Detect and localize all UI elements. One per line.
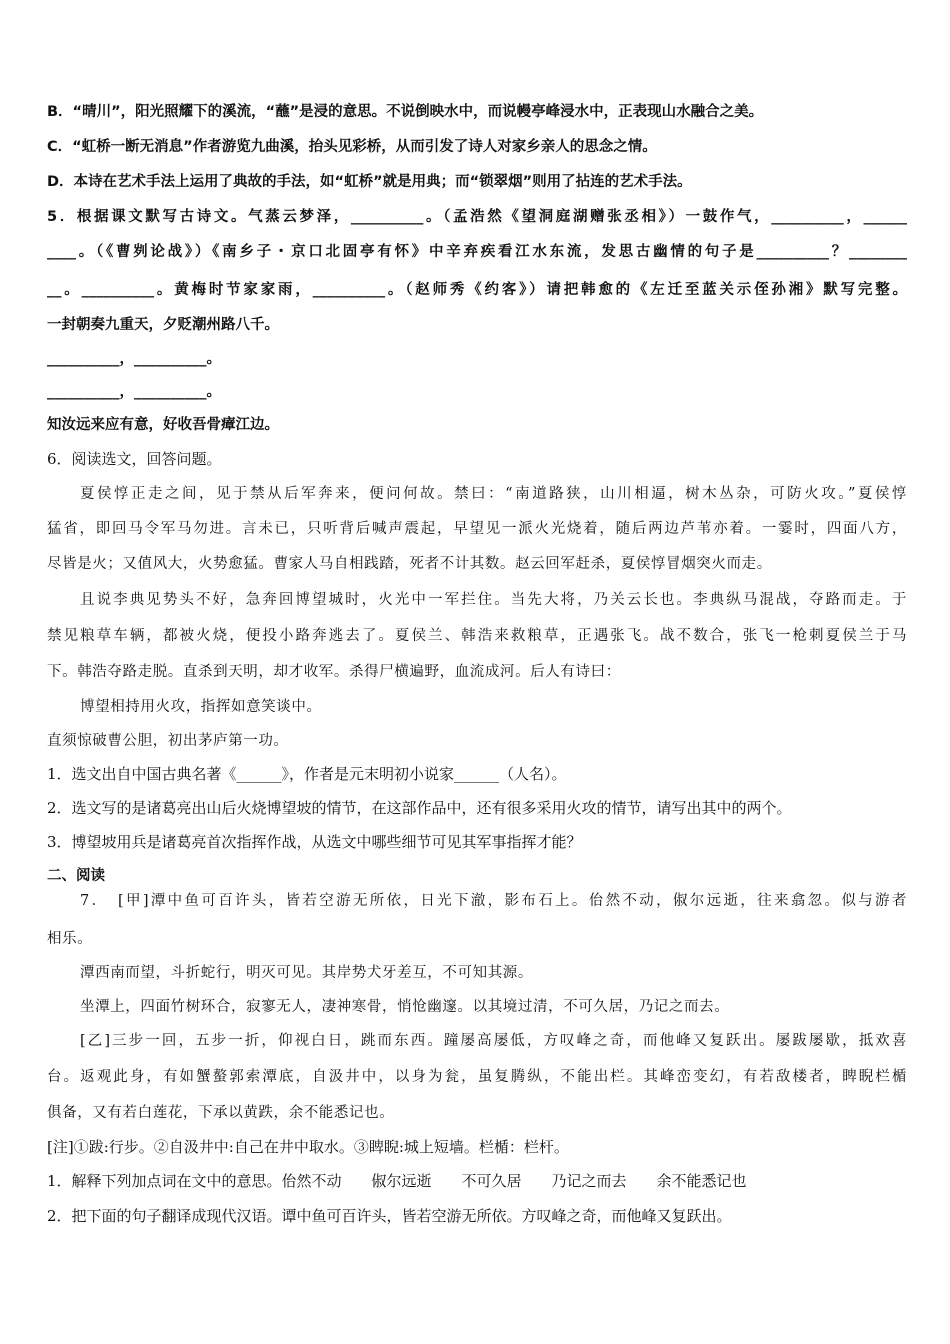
option-c: C．“虹桥一断无消息”作者游览九曲溪，抬头见彩桥，从而引发了诗人对家乡亲人的思念之情。 (47, 139, 657, 155)
poem-line-1: 一封朝奏九重天，夕贬潮州路八千。 (47, 317, 279, 333)
q7-jia-l1: 7． [甲]潭中鱼可百许头，皆若空游无所依，日光下澈，影布石上。佁然不动，俶尔远逝，往来翕忽。似与游者 (80, 893, 907, 909)
q5-line-2: ____。（《曹刿论战》）《南乡子・京口北固亭有怀》中辛弃疾看江水东流，发思古幽情的句子是__________？________ (47, 244, 907, 260)
section-heading-reading: 二、阅读 (47, 868, 105, 884)
q7-jia-p3: 坐潭上，四面竹树环合，寂寥无人，凄神寒骨，悄怆幽邃。以其境过清，不可久居，乃记之而去。 (80, 999, 730, 1015)
q7-jia-l2: 相乐。 (47, 931, 93, 947)
q7-sub-2: 2．把下面的句子翻译成现代汉语。谭中鱼可百许头，皆若空游无所依。方叹峰之奇，而他峰又复跃出。 (47, 1207, 732, 1225)
poem-line-4: 知汝远来应有意，好收吾骨瘴江边。 (47, 417, 279, 433)
q6-sub-1: 1．选文出自中国古典名著《______》，作者是元末明初小说家______（人名）。 (47, 765, 567, 783)
passage-p2-l1: 且说李典见势头不好，急奔回博望城时，火光中一军拦住。当先大将，乃关云长也。李典纵马混战，夺路而走。于 (80, 592, 907, 608)
passage-p1-l1: 夏侯惇正走之间，见于禁从后军奔来，便问何故。禁曰：“南道路狭，山川相逼，树木丛杂，可防火攻。”夏侯惇 (80, 486, 907, 502)
passage-p2-l3: 下。韩浩夺路走脱。直杀到天明，却才收军。杀得尸横遍野，血流成河。后人有诗曰： (47, 664, 621, 680)
q6-sub-2: 2．选文写的是诸葛亮出山后火烧博望坡的情节，在这部作品中，还有很多采用火攻的情节，请写出其中的两个。 (47, 799, 792, 817)
q7-yi-l2: 台。返观此身，有如蟹螯郭索潭底，自汲井中，以身为瓮，虽复腾纵，不能出栏。其峰峦变幻，有若敌楼者，睥睨栏楯 (47, 1069, 907, 1085)
poem-blank-1: __________，__________。 (47, 351, 221, 367)
passage-p1-l2: 猛省，即回马令军马勿进。言未已，只听背后喊声震起，早望见一派火光烧着，随后两边芦苇亦着。一霎时，四面八方， (47, 521, 907, 537)
q7-yi-l3: 俱备，又有若白莲花，下承以黄跌，余不能悉记也。 (47, 1105, 395, 1121)
q6-sub-3: 3．博望坡用兵是诸葛亮首次指挥作战，从选文中哪些细节可见其军事指挥才能？ (47, 833, 582, 851)
q7-note: [注]①跋:行步。②自汲井中:自己在井中取水。③睥睨:城上短墙。栏楯：栏杆。 (47, 1138, 569, 1156)
q7-yi-l1: [乙]三步一回，五步一折，仰视白日，跳而东西。蹱屡高屡低，方叹峰之奇，而他峰又复跃出。屡跋屡歇，抵欢喜 (80, 1033, 907, 1049)
q6-heading: 6．阅读选文，回答问题。 (47, 450, 222, 468)
q5-line-1: 5．根据课文默写古诗文。气蒸云梦泽，__________。（孟浩然《望洞庭湖赠张丞相》）一鼓作气，__________，______ (47, 209, 907, 225)
q7-jia-p2: 潭西南而望，斗折蛇行，明灭可见。其岸势犬牙差互，不可知其源。 (80, 965, 533, 981)
poem-blank-2: __________，__________。 (47, 384, 221, 400)
q5-line-3: __。__________。黄梅时节家家雨，__________。（赵师秀《约客》）请把韩愈的《左迁至蓝关示侄孙湘》默写完整。 (47, 282, 907, 298)
q7-sub-1: 1．解释下列加点词在文中的意思。佁然不动 俶尔远逝 不可久居 乃记之而去 余不能悉记也 (47, 1172, 747, 1190)
poem-verse-1: 博望相持用火攻，指挥如意笑谈中。 (80, 699, 322, 715)
option-b: B．“晴川”，阳光照耀下的溪流，“蘸”是浸的意思。不说倒映水中，而说幔亭峰浸水中，正表现山水融合之美。 (47, 104, 764, 120)
poem-verse-2: 直须惊破曹公胆，初出茅庐第一功。 (47, 733, 289, 749)
passage-p2-l2: 禁见粮草车辆，都被火烧，便投小路奔逃去了。夏侯兰、韩浩来救粮草，正遇张飞。战不数合，张飞一枪刺夏侯兰于马 (47, 628, 907, 644)
option-d: D．本诗在艺术手法上运用了典故的手法，如“虹桥”就是用典；而“锁翠烟”则用了拈连的艺术手法。 (47, 174, 692, 190)
passage-p1-l3: 尽皆是火；又值风大，火势愈猛。曹家人马自相践踏，死者不计其数。赵云回军赶杀，夏侯惇冒烟突火而走。 (47, 556, 772, 572)
